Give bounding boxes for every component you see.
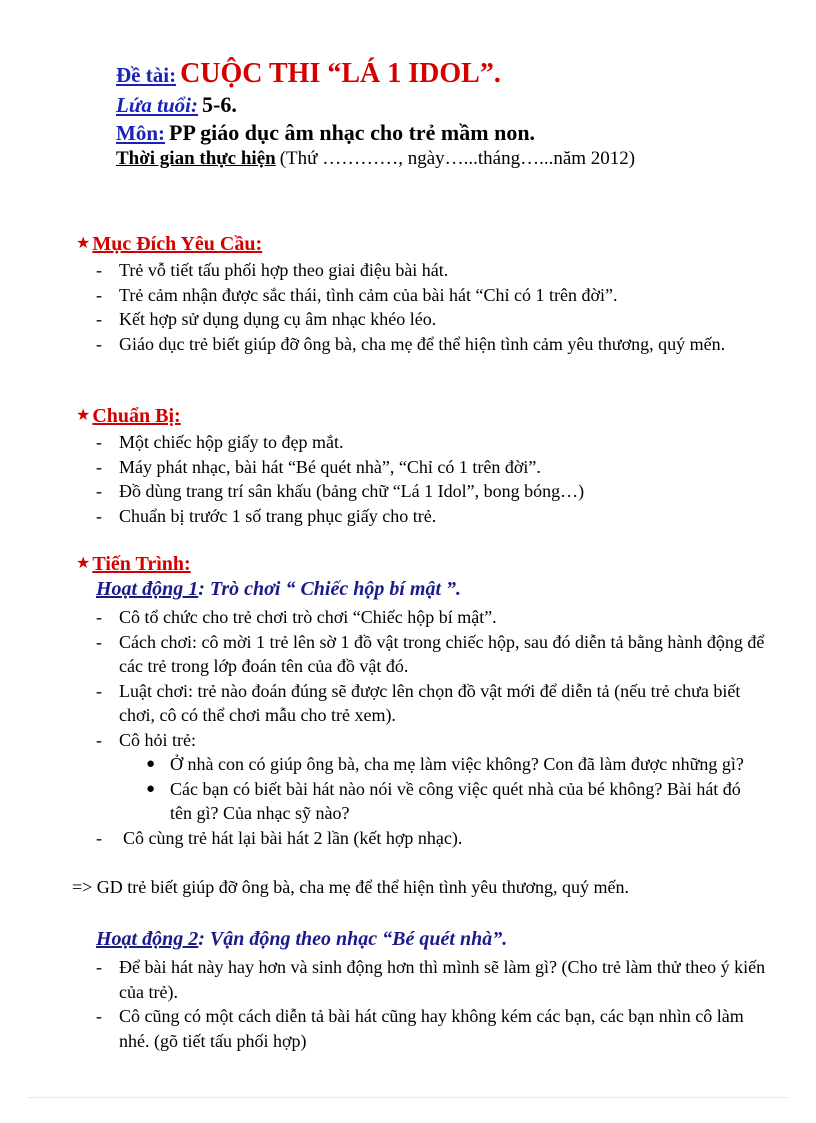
time-line: [116, 149, 635, 168]
activity-1-list: [96, 605, 766, 850]
process-title: Tiến Trình:: [92, 553, 191, 575]
purpose-title: Mục Đích Yêu Cầu:: [92, 233, 263, 255]
bullet-icon: ●: [146, 780, 156, 797]
list-item: - Kết hợp sử dụng dụng cụ âm nhạc khéo léo.: [96, 309, 437, 329]
star-icon: ★: [76, 555, 91, 572]
topic-title: CUỘC THI “LÁ 1 IDOL”.: [180, 58, 501, 89]
subject-line: [116, 122, 635, 144]
activity-2-list: [96, 955, 766, 1053]
topic-line: [116, 60, 635, 88]
activity-2-heading: [96, 928, 507, 951]
list-item: - Đồ dùng trang trí sân khấu (bảng chữ “Lá 1 Idol”, bong bóng…): [96, 481, 585, 501]
topic-label: Đề tài:: [116, 63, 177, 87]
list-item: - Trẻ cảm nhận được sắc thái, tình cảm của bài hát “Chỉ có 1 trên đời”.: [96, 284, 618, 305]
activity-2-title: : Vận động theo nhạc “Bé quét nhà”.: [198, 928, 508, 950]
star-icon: ★: [76, 235, 91, 252]
list-item: - Để bài hát này hay hơn và sinh động hơn thì mình sẽ làm gì? (Cho trẻ làm thử theo ý kiến của trẻ).: [96, 957, 766, 1002]
age-label: Lứa tuổi:: [116, 93, 199, 117]
list-item: - Một chiếc hộp giấy to đẹp mắt.: [96, 432, 344, 452]
header: [116, 60, 635, 168]
list-item: - Cô cũng có một cách diễn tả bài hát cũng hay không kém các bạn, các bạn nhìn cô làm nhé. (gõ tiết tấu phối hợp): [96, 1006, 744, 1051]
process-heading: [76, 553, 191, 576]
activity-1-heading: [96, 578, 461, 601]
question-list: [145, 752, 745, 826]
question-item: ● Ở nhà con có giúp ông bà, cha mẹ làm việc không? Con đã làm được những gì?: [145, 752, 745, 777]
age-line: [116, 94, 635, 116]
time-label: Thời gian thực hiện: [116, 148, 276, 169]
list-item: - Cô tổ chức cho trẻ chơi trò chơi “Chiếc hộp bí mật”.: [96, 607, 497, 627]
list-item: - Cô cùng trẻ hát lại bài hát 2 lần (kết hợp nhạc).: [96, 827, 463, 848]
activity-1-label: Hoạt động 1: [96, 578, 199, 600]
list-item: - Chuẩn bị trước 1 số trang phục giấy cho trẻ.: [96, 505, 437, 526]
purpose-list: [96, 258, 766, 356]
page-footer-divider: [28, 1097, 788, 1098]
list-item: - Cách chơi: cô mời 1 trẻ lên sờ 1 đồ vật trong chiếc hộp, sau đó diễn tả bằng hành động để các trẻ trong lớp đoán tên của đồ vật đó.: [96, 631, 765, 676]
list-item: - Giáo dục trẻ biết giúp đỡ ông bà, cha mẹ để thể hiện tình cảm yêu thương, quý mến.: [96, 333, 726, 354]
purpose-heading: [76, 233, 262, 256]
subject-label: Môn:: [116, 121, 165, 145]
activity-2-label: Hoạt động 2: [96, 928, 199, 950]
list-item: - Cô hỏi trẻ: ● Ở nhà con có giúp ông bà, cha mẹ làm việc không? Con đã làm được những gì? ● Các bạn có biết bài hát nào nói về công việc quét nhà của bé không? Bài hát đó tên gì? Của nhạc sỹ nào?: [96, 728, 766, 826]
prep-list: [96, 430, 766, 528]
prep-title: Chuẩn Bị:: [92, 405, 181, 427]
subject-value: PP giáo dục âm nhạc cho trẻ mầm non.: [169, 120, 536, 145]
bullet-icon: ●: [146, 756, 156, 772]
conclusion-text: => GD trẻ biết giúp đỡ ông bà, cha mẹ để thể hiện tình yêu thương, quý mến.: [72, 877, 629, 897]
activity-1-title: : Trò chơi “ Chiếc hộp bí mật ”.: [198, 578, 462, 600]
list-item: - Luật chơi: trẻ nào đoán đúng sẽ được lên chọn đồ vật mới để diễn tả (nếu trẻ chưa biết chơi, cô có thể chơi mẫu cho trẻ xem).: [96, 680, 741, 725]
time-value: (Thứ …………, ngày…...tháng…...năm 2012): [279, 148, 636, 169]
prep-heading: [76, 405, 181, 428]
age-value: 5-6.: [202, 92, 237, 117]
list-item: - Trẻ vỗ tiết tấu phối hợp theo giai điệu bài hát.: [96, 260, 449, 280]
star-icon: ★: [76, 407, 91, 424]
question-item: ● Các bạn có biết bài hát nào nói về công việc quét nhà của bé không? Bài hát đó tên gì? Của nhạc sỹ nào?: [146, 778, 741, 823]
list-item: - Máy phát nhạc, bài hát “Bé quét nhà”, “Chỉ có 1 trên đời”.: [96, 456, 541, 477]
